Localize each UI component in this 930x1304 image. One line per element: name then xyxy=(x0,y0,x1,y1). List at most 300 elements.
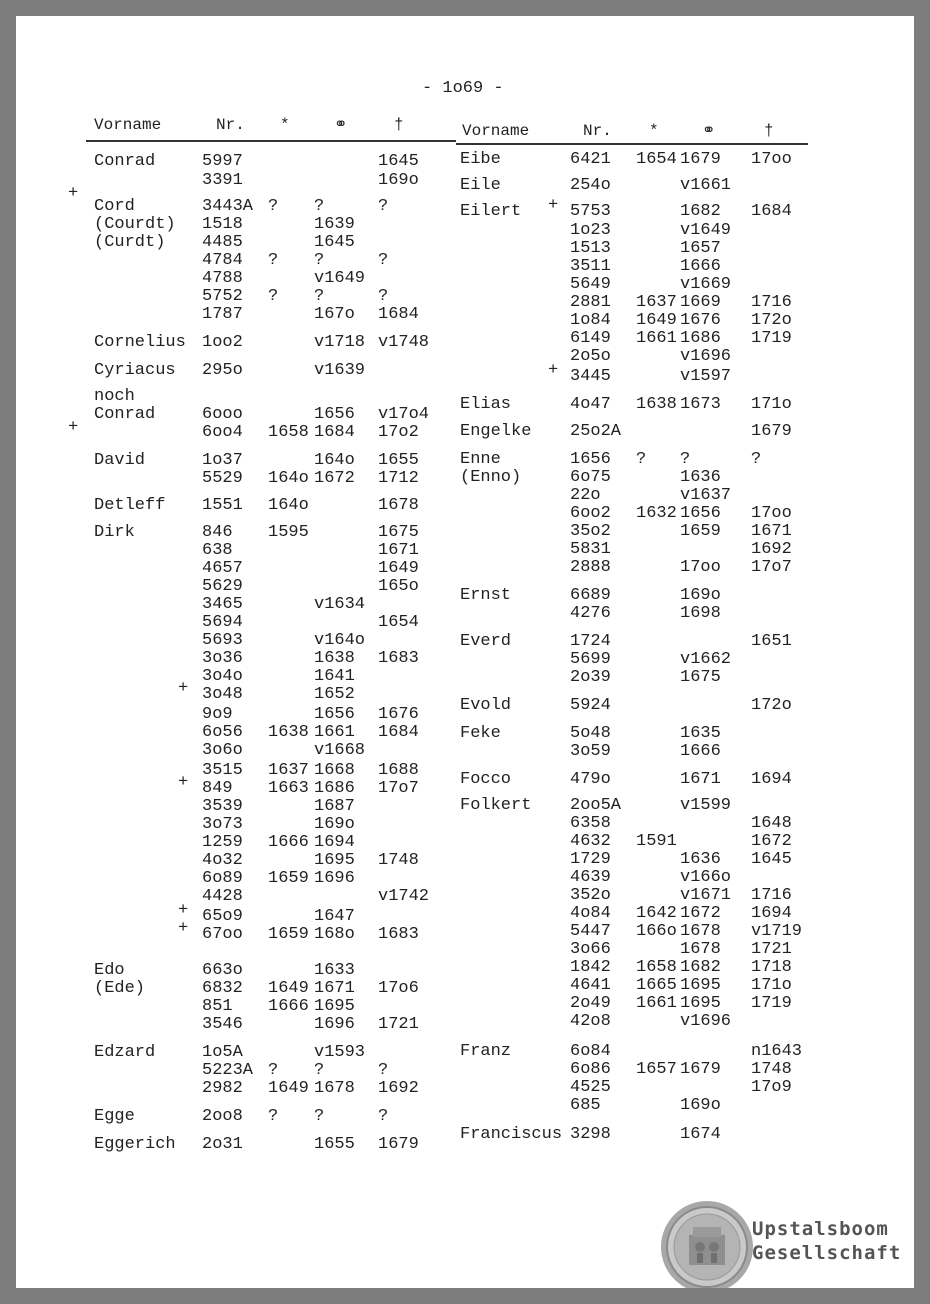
marriage-year: 1657 xyxy=(680,239,721,258)
entry-number: 6oo4 xyxy=(202,423,243,442)
marriage-year: 1672 xyxy=(314,469,355,488)
given-name: Focco xyxy=(460,770,512,789)
entry-number: 6421 xyxy=(570,150,611,169)
death-year: 1651 xyxy=(751,632,792,651)
entry-number: 1842 xyxy=(570,958,611,977)
entry-number: 2o39 xyxy=(570,668,611,687)
death-year: ? xyxy=(378,251,389,270)
birth-year: ? xyxy=(268,197,279,216)
death-year: 1688 xyxy=(378,761,419,780)
marriage-year: ? xyxy=(314,1107,325,1126)
header-birth: * xyxy=(649,122,659,140)
marriage-year: v1634 xyxy=(314,595,366,614)
marriage-year: 167o xyxy=(314,305,355,324)
cross-mark: + xyxy=(548,361,559,380)
marriage-year: v1593 xyxy=(314,1043,366,1062)
marriage-year: ? xyxy=(314,1061,325,1080)
entry-number: 5629 xyxy=(202,577,243,596)
entry-number: 4485 xyxy=(202,233,243,252)
entry-number: 2o49 xyxy=(570,994,611,1013)
marriage-year: 1656 xyxy=(314,405,355,424)
entry-number: 4641 xyxy=(570,976,611,995)
entry-number: 6o75 xyxy=(570,468,611,487)
death-year: 1692 xyxy=(378,1079,419,1098)
marriage-year: 169o xyxy=(314,815,355,834)
marriage-year: ? xyxy=(314,197,325,216)
given-name: Eibe xyxy=(460,150,501,169)
death-year: 17o7 xyxy=(378,779,419,798)
entry-number: 2888 xyxy=(570,558,611,577)
marriage-year: 17oo xyxy=(680,558,721,577)
marriage-year: 1669 xyxy=(680,293,721,312)
entry-number: 3515 xyxy=(202,761,243,780)
entry-number: 4632 xyxy=(570,832,611,851)
marriage-year: 169o xyxy=(680,586,721,605)
marriage-year: 1635 xyxy=(680,724,721,743)
birth-year: 1661 xyxy=(636,994,677,1013)
marriage-year: 1672 xyxy=(680,904,721,923)
marriage-year: 1686 xyxy=(680,329,721,348)
death-year: v1719 xyxy=(751,922,803,941)
given-name: (Courdt) xyxy=(94,215,176,234)
marriage-year: 1655 xyxy=(314,1135,355,1154)
header-vorname: Vorname xyxy=(94,116,162,134)
birth-year: ? xyxy=(268,251,279,270)
given-name: (Curdt) xyxy=(94,233,166,252)
birth-year: 166o xyxy=(636,922,677,941)
given-name: Cord xyxy=(94,197,135,216)
death-year: 1716 xyxy=(751,293,792,312)
entry-number: 5223A xyxy=(202,1061,254,1080)
entry-number: 6358 xyxy=(570,814,611,833)
birth-year: 1666 xyxy=(268,997,309,1016)
birth-year: 1663 xyxy=(268,779,309,798)
cross-mark: + xyxy=(548,196,559,215)
death-year: 1649 xyxy=(378,559,419,578)
marriage-year: 1682 xyxy=(680,202,721,221)
header-marriage: ⚭ xyxy=(334,116,348,134)
entry-number: 3o6o xyxy=(202,741,243,760)
entry-number: 4788 xyxy=(202,269,243,288)
death-year: ? xyxy=(378,197,389,216)
given-name: Cyriacus xyxy=(94,361,176,380)
page-number: - 1o69 - xyxy=(422,79,504,98)
death-year: ? xyxy=(378,1107,389,1126)
entry-number: 6149 xyxy=(570,329,611,348)
birth-year: ? xyxy=(268,1107,279,1126)
entry-number: 6689 xyxy=(570,586,611,605)
death-year: 1716 xyxy=(751,886,792,905)
entry-number: 5693 xyxy=(202,631,243,650)
entry-number: 1259 xyxy=(202,833,243,852)
header-death: † xyxy=(394,116,404,134)
birth-year: 1642 xyxy=(636,904,677,923)
marriage-year: 1678 xyxy=(680,922,721,941)
marriage-year: v164o xyxy=(314,631,366,650)
marriage-year: 1666 xyxy=(680,257,721,276)
marriage-year: 164o xyxy=(314,451,355,470)
marriage-year: v1649 xyxy=(314,269,366,288)
death-year: 169o xyxy=(378,171,419,190)
marriage-year: v1637 xyxy=(680,486,732,505)
marriage-year: ? xyxy=(680,450,691,469)
given-name: Ernst xyxy=(460,586,512,605)
given-name: Egge xyxy=(94,1107,135,1126)
birth-year: 1638 xyxy=(268,723,309,742)
header-rule-right xyxy=(456,143,808,145)
marriage-year: 1656 xyxy=(680,504,721,523)
birth-year: 1658 xyxy=(268,423,309,442)
entry-number: 4784 xyxy=(202,251,243,270)
given-name: Detleff xyxy=(94,496,166,515)
given-name: Conrad xyxy=(94,152,156,171)
death-year: 1719 xyxy=(751,329,792,348)
entry-number: 1656 xyxy=(570,450,611,469)
entry-number: 5o48 xyxy=(570,724,611,743)
death-year: v1742 xyxy=(378,887,430,906)
marriage-year: 1674 xyxy=(680,1125,721,1144)
entry-number: 1551 xyxy=(202,496,243,515)
marriage-year: v1669 xyxy=(680,275,732,294)
entry-number: 254o xyxy=(570,176,611,195)
entry-number: 3465 xyxy=(202,595,243,614)
marriage-year: 1652 xyxy=(314,685,355,704)
death-year: 1718 xyxy=(751,958,792,977)
death-year: 1684 xyxy=(378,723,419,742)
entry-number: 685 xyxy=(570,1096,601,1115)
marriage-year: 1695 xyxy=(680,994,721,1013)
death-year: 1645 xyxy=(751,850,792,869)
entry-number: 6o89 xyxy=(202,869,243,888)
entry-number: 4o84 xyxy=(570,904,611,923)
entry-number: 4276 xyxy=(570,604,611,623)
marriage-year: v1649 xyxy=(680,221,732,240)
given-name: (Enno) xyxy=(460,468,522,487)
given-name: Conrad xyxy=(94,405,156,424)
given-name: Franz xyxy=(460,1042,512,1061)
entry-number: 42o8 xyxy=(570,1012,611,1031)
death-year: 1712 xyxy=(378,469,419,488)
given-name: Eilert xyxy=(460,202,522,221)
marriage-year: 1678 xyxy=(680,940,721,959)
header-rule-left xyxy=(86,140,456,142)
entry-number: 1o23 xyxy=(570,221,611,240)
entry-number: 849 xyxy=(202,779,233,798)
marriage-year: v1696 xyxy=(680,1012,732,1031)
death-year: 17o6 xyxy=(378,979,419,998)
given-name: Dirk xyxy=(94,523,135,542)
marriage-year: 1696 xyxy=(314,1015,355,1034)
given-name: Franciscus xyxy=(460,1125,563,1144)
marriage-year: 1661 xyxy=(314,723,355,742)
death-year: v17o4 xyxy=(378,405,430,424)
entry-number: 846 xyxy=(202,523,233,542)
marriage-year: 169o xyxy=(680,1096,721,1115)
entry-number: 5924 xyxy=(570,696,611,715)
cross-mark: + xyxy=(178,901,189,920)
death-year: 1645 xyxy=(378,152,419,171)
entry-number: 2o5o xyxy=(570,347,611,366)
birth-year: 1637 xyxy=(268,761,309,780)
birth-year: 1637 xyxy=(636,293,677,312)
marriage-year: v1661 xyxy=(680,176,732,195)
birth-year: 164o xyxy=(268,496,309,515)
entry-number: 5694 xyxy=(202,613,243,632)
marriage-year: 1679 xyxy=(680,150,721,169)
birth-year: 1632 xyxy=(636,504,677,523)
death-year: 1748 xyxy=(751,1060,792,1079)
entry-number: 479o xyxy=(570,770,611,789)
death-year: 1678 xyxy=(378,496,419,515)
given-name: (Ede) xyxy=(94,979,146,998)
marriage-year: 1682 xyxy=(680,958,721,977)
birth-year: 1649 xyxy=(268,979,309,998)
birth-year: 164o xyxy=(268,469,309,488)
document-page xyxy=(16,16,914,1288)
birth-year: 1658 xyxy=(636,958,677,977)
death-year: 1694 xyxy=(751,904,792,923)
cross-mark: + xyxy=(178,919,189,938)
birth-year: 1654 xyxy=(636,150,677,169)
entry-number: 1724 xyxy=(570,632,611,651)
marriage-year: 1645 xyxy=(314,233,355,252)
entry-number: 3o48 xyxy=(202,685,243,704)
marriage-year: 1695 xyxy=(314,851,355,870)
marriage-year: v1671 xyxy=(680,886,732,905)
cross-mark: + xyxy=(178,773,189,792)
marriage-year: 1636 xyxy=(680,850,721,869)
death-year: 1671 xyxy=(378,541,419,560)
death-year: 1683 xyxy=(378,649,419,668)
death-year: ? xyxy=(378,1061,389,1080)
death-year: 1748 xyxy=(378,851,419,870)
entry-number: 3546 xyxy=(202,1015,243,1034)
marriage-year: 1647 xyxy=(314,907,355,926)
marriage-year: 1673 xyxy=(680,395,721,414)
entry-number: 2o31 xyxy=(202,1135,243,1154)
entry-number: 851 xyxy=(202,997,233,1016)
marriage-year: v1696 xyxy=(680,347,732,366)
marriage-year: 1641 xyxy=(314,667,355,686)
birth-year: ? xyxy=(636,450,647,469)
marriage-year: 1639 xyxy=(314,215,355,234)
birth-year: 1665 xyxy=(636,976,677,995)
entry-number: 3o36 xyxy=(202,649,243,668)
marriage-year: 168o xyxy=(314,925,355,944)
death-year: v1748 xyxy=(378,333,430,352)
marriage-year: 1638 xyxy=(314,649,355,668)
entry-number: 3o4o xyxy=(202,667,243,686)
entry-number: 2881 xyxy=(570,293,611,312)
given-name: Cornelius xyxy=(94,333,186,352)
death-year: 165o xyxy=(378,577,419,596)
logo-line-1: Upstalsboom xyxy=(752,1218,889,1240)
entry-number: 352o xyxy=(570,886,611,905)
society-seal-icon xyxy=(659,1199,755,1288)
death-year: n1643 xyxy=(751,1042,803,1061)
entry-number: 5649 xyxy=(570,275,611,294)
header-marriage: ⚭ xyxy=(702,122,716,140)
death-year: 17oo xyxy=(751,150,792,169)
entry-number: 1oo2 xyxy=(202,333,243,352)
death-year: 1683 xyxy=(378,925,419,944)
entry-number: 638 xyxy=(202,541,233,560)
death-year: 1679 xyxy=(378,1135,419,1154)
entry-number: 3298 xyxy=(570,1125,611,1144)
entry-number: 3539 xyxy=(202,797,243,816)
marriage-year: 1698 xyxy=(680,604,721,623)
entry-number: 3o66 xyxy=(570,940,611,959)
birth-year: 1638 xyxy=(636,395,677,414)
entry-number: 1513 xyxy=(570,239,611,258)
given-name: Engelke xyxy=(460,422,532,441)
entry-number: 4428 xyxy=(202,887,243,906)
entry-number: 4639 xyxy=(570,868,611,887)
given-name: Elias xyxy=(460,395,512,414)
entry-number: 5447 xyxy=(570,922,611,941)
marriage-year: ? xyxy=(314,287,325,306)
marriage-year: 1678 xyxy=(314,1079,355,1098)
death-year: 1655 xyxy=(378,451,419,470)
entry-number: 2982 xyxy=(202,1079,243,1098)
marriage-year: v1597 xyxy=(680,367,732,386)
birth-year: 1649 xyxy=(268,1079,309,1098)
cross-mark: + xyxy=(178,679,189,698)
given-name: Edzard xyxy=(94,1043,156,1062)
entry-number: 1o84 xyxy=(570,311,611,330)
entry-number: 1729 xyxy=(570,850,611,869)
death-year: 1719 xyxy=(751,994,792,1013)
death-year: 17oo xyxy=(751,504,792,523)
entry-number: 4o47 xyxy=(570,395,611,414)
entry-number: 4657 xyxy=(202,559,243,578)
death-year: 1671 xyxy=(751,522,792,541)
birth-year: 1591 xyxy=(636,832,677,851)
entry-number: 4525 xyxy=(570,1078,611,1097)
header-vorname: Vorname xyxy=(462,122,530,140)
marriage-year: 1694 xyxy=(314,833,355,852)
entry-number: 3391 xyxy=(202,171,243,190)
birth-year: 1659 xyxy=(268,869,309,888)
entry-number: 65o9 xyxy=(202,907,243,926)
given-name: Edo xyxy=(94,961,125,980)
marriage-year: v1599 xyxy=(680,796,732,815)
entry-number: 663o xyxy=(202,961,243,980)
birth-year: 1657 xyxy=(636,1060,677,1079)
entry-number: 6o84 xyxy=(570,1042,611,1061)
marriage-year: 1679 xyxy=(680,1060,721,1079)
given-name: Evold xyxy=(460,696,512,715)
marriage-year: v1639 xyxy=(314,361,366,380)
death-year: 171o xyxy=(751,395,792,414)
birth-year: 1595 xyxy=(268,523,309,542)
death-year: 1692 xyxy=(751,540,792,559)
given-name: Eile xyxy=(460,176,501,195)
death-year: 1675 xyxy=(378,523,419,542)
entry-number: 3443A xyxy=(202,197,254,216)
birth-year: ? xyxy=(268,1061,279,1080)
marriage-year: v1718 xyxy=(314,333,366,352)
death-year: 17o2 xyxy=(378,423,419,442)
cross-mark: + xyxy=(68,184,79,203)
marriage-year: 1676 xyxy=(680,311,721,330)
marriage-year: 1659 xyxy=(680,522,721,541)
death-year: 1684 xyxy=(751,202,792,221)
death-year: 1672 xyxy=(751,832,792,851)
given-name: David xyxy=(94,451,146,470)
marriage-year: 1684 xyxy=(314,423,355,442)
entry-number: 5753 xyxy=(570,202,611,221)
marriage-year: 1671 xyxy=(314,979,355,998)
death-year: 1648 xyxy=(751,814,792,833)
entry-number: 2oo8 xyxy=(202,1107,243,1126)
given-name: Folkert xyxy=(460,796,532,815)
entry-number: 9o9 xyxy=(202,705,233,724)
entry-number: 67oo xyxy=(202,925,243,944)
entry-number: 5831 xyxy=(570,540,611,559)
death-year: 172o xyxy=(751,696,792,715)
entry-number: 1o5A xyxy=(202,1043,243,1062)
entry-number: 4o32 xyxy=(202,851,243,870)
entry-number: 5699 xyxy=(570,650,611,669)
entry-number: 1518 xyxy=(202,215,243,234)
logo-line-2: Gesellschaft xyxy=(752,1242,902,1264)
header-birth: * xyxy=(280,116,290,134)
entry-number: 6ooo xyxy=(202,405,243,424)
marriage-year: 1686 xyxy=(314,779,355,798)
entry-number: 25o2A xyxy=(570,422,622,441)
death-year: 1721 xyxy=(378,1015,419,1034)
entry-number: 295o xyxy=(202,361,243,380)
entry-number: 3445 xyxy=(570,367,611,386)
marriage-year: 1636 xyxy=(680,468,721,487)
entry-number: 6oo2 xyxy=(570,504,611,523)
marriage-year: 1668 xyxy=(314,761,355,780)
marriage-year: 1696 xyxy=(314,869,355,888)
marriage-year: v1668 xyxy=(314,741,366,760)
death-year: 171o xyxy=(751,976,792,995)
given-name: Enne xyxy=(460,450,501,469)
death-year: 1694 xyxy=(751,770,792,789)
marriage-year: ? xyxy=(314,251,325,270)
birth-year: 1649 xyxy=(636,311,677,330)
birth-year: 1661 xyxy=(636,329,677,348)
death-year: 1679 xyxy=(751,422,792,441)
cross-mark: + xyxy=(68,418,79,437)
entry-number: 3511 xyxy=(570,257,611,276)
death-year: 17o9 xyxy=(751,1078,792,1097)
entry-number: 5997 xyxy=(202,152,243,171)
death-year: ? xyxy=(751,450,762,469)
marriage-year: v1662 xyxy=(680,650,732,669)
entry-number: 2oo5A xyxy=(570,796,622,815)
entry-number: 3o73 xyxy=(202,815,243,834)
birth-year: 1659 xyxy=(268,925,309,944)
marriage-year: 1656 xyxy=(314,705,355,724)
marriage-year: 1675 xyxy=(680,668,721,687)
entry-number: 6o56 xyxy=(202,723,243,742)
entry-number: 6832 xyxy=(202,979,243,998)
marriage-year: v166o xyxy=(680,868,732,887)
header-death: † xyxy=(764,122,774,140)
entry-number: 5529 xyxy=(202,469,243,488)
death-year: 1654 xyxy=(378,613,419,632)
marriage-year: 1671 xyxy=(680,770,721,789)
death-year: 1721 xyxy=(751,940,792,959)
entry-number: 35o2 xyxy=(570,522,611,541)
birth-year: ? xyxy=(268,287,279,306)
given-name: noch xyxy=(94,387,135,406)
